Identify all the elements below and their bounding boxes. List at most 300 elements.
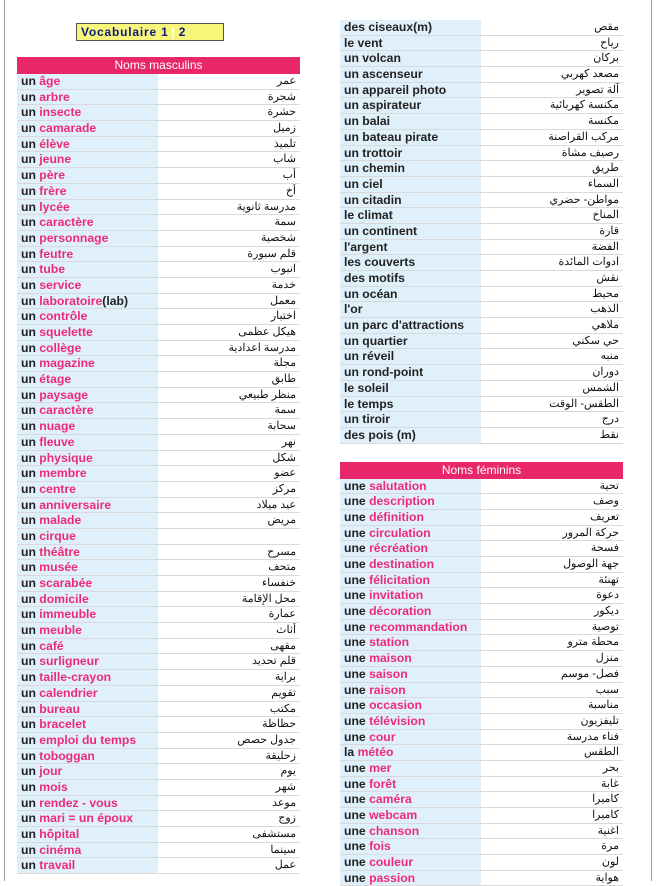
noun-word: paysage (39, 387, 89, 402)
noun-word: jour (39, 764, 63, 779)
noun-word: surligneur (39, 654, 99, 669)
title-left: Vocabulaire 1 (81, 25, 169, 39)
arabic-translation: قلم سبورة (247, 247, 296, 260)
arabic-translation: ملاهي (591, 319, 619, 332)
french-term: un aspirateur (340, 98, 481, 113)
arabic-translation: مدرسة اعدادية (228, 341, 296, 354)
feminine-nouns-list (340, 479, 623, 886)
article: un (21, 811, 36, 826)
noun-word: mois (39, 779, 68, 794)
noun-word: âge (39, 74, 61, 88)
noun-word: passion (369, 870, 416, 885)
vocab-row (17, 137, 300, 153)
noun-word: description (369, 494, 435, 509)
noun-word: travail (39, 858, 76, 873)
vocab-row (17, 419, 300, 435)
arabic-translation: مريض (267, 514, 296, 527)
arabic-translation: عضو (274, 467, 296, 480)
article: un (21, 387, 36, 402)
french-term (340, 667, 481, 682)
article: un (21, 372, 36, 387)
article: un (21, 638, 36, 653)
arabic-translation: دوران (592, 366, 619, 379)
vocab-row (17, 686, 300, 702)
noun-word: cinéma (39, 842, 82, 857)
noun-word: café (39, 638, 64, 653)
arabic-translation: تحية (599, 479, 619, 492)
noun-word: maison (369, 651, 412, 666)
vocab-row (17, 168, 300, 184)
french-term: les couverts (340, 255, 481, 270)
french-term (17, 372, 158, 387)
article: un (21, 309, 36, 324)
french-term (17, 341, 158, 356)
french-term: un chemin (340, 161, 481, 176)
arabic-translation: مكنسة (588, 115, 619, 128)
noun-word: taille-crayon (39, 670, 112, 685)
arabic-translation: مستشفى (252, 828, 296, 840)
arabic-translation: تعريف (590, 510, 619, 523)
article: un (21, 701, 36, 716)
noun-word: destination (369, 557, 435, 571)
article: un (21, 450, 36, 465)
french-term (17, 309, 158, 324)
vocab-row (340, 573, 623, 589)
vocab-row (340, 161, 623, 177)
arabic-translation: شخصية (260, 231, 296, 244)
arabic-translation: الفضة (591, 240, 619, 253)
french-term (340, 761, 481, 776)
vocab-row (17, 796, 300, 812)
vocab-row (340, 114, 623, 130)
noun-word: invitation (369, 588, 424, 603)
french-term (17, 105, 158, 120)
noun-word: insecte (39, 105, 82, 120)
vocab-row (17, 560, 300, 576)
vocab-row (17, 90, 300, 106)
article: une (344, 823, 366, 838)
vocab-row (17, 121, 300, 137)
arabic-translation: خنفساء (261, 577, 296, 589)
french-term: l'argent (340, 240, 481, 255)
noun-word: saison (369, 666, 408, 681)
vocab-row (17, 702, 300, 718)
arabic-translation: حي سكني (572, 334, 619, 347)
arabic-translation: أثاث (276, 624, 296, 637)
article: la (344, 745, 355, 760)
vocab-row (340, 620, 623, 636)
arabic-translation: مكنسة كهربائية (549, 99, 619, 112)
noun-word: malade (39, 513, 82, 528)
french-term (17, 670, 158, 685)
article: un (21, 779, 36, 794)
vocab-row (17, 325, 300, 341)
arabic-translation: سينما (270, 843, 296, 856)
vocab-row (17, 733, 300, 749)
french-term: un rond-point (340, 365, 481, 380)
noun-word: meuble (39, 623, 82, 638)
arabic-translation: فصل- موسم (561, 667, 619, 680)
arabic-translation: وصف (592, 495, 619, 508)
noun-word: occasion (369, 698, 422, 713)
vocab-row (340, 365, 623, 381)
vocab-row (17, 435, 300, 451)
vocab-row (340, 494, 623, 510)
vocab-row (17, 843, 300, 859)
arabic-translation: شهر (275, 780, 296, 793)
vocab-row (340, 240, 623, 256)
french-term (340, 541, 481, 556)
article: un (21, 230, 36, 245)
french-term: un continent (340, 224, 481, 239)
arabic-translation: شجرة (267, 90, 296, 103)
arabic-translation: ادوات المائدة (558, 256, 619, 269)
french-term (17, 388, 158, 403)
noun-word: élève (39, 136, 70, 151)
vocab-row (17, 466, 300, 482)
article: une (344, 698, 366, 713)
vocab-row (340, 557, 623, 573)
document-title (76, 23, 224, 41)
noun-word: domicile (39, 591, 89, 606)
article: un (21, 654, 36, 669)
arabic-translation: سحابة (267, 420, 296, 433)
vocab-row (340, 36, 623, 52)
arabic-translation: الذهب (590, 303, 619, 316)
french-term (17, 764, 158, 779)
noun-word: caractère (39, 215, 94, 230)
section-heading-masculine: Noms masculins (17, 57, 300, 74)
arabic-translation: درج (601, 413, 619, 426)
french-term (340, 635, 481, 650)
arabic-translation: سمة (274, 404, 296, 417)
french-term (17, 184, 158, 199)
vocab-row (17, 231, 300, 247)
vocab-row (340, 698, 623, 714)
arabic-translation: سبب (595, 683, 619, 696)
vocab-row (340, 604, 623, 620)
arabic-translation: شاب (273, 153, 296, 166)
noun-word: personnage (39, 230, 109, 245)
article: une (344, 619, 366, 634)
noun-word: caméra (369, 792, 412, 807)
arabic-translation: بحر (602, 761, 619, 774)
vocab-row (17, 654, 300, 670)
article: une (344, 651, 366, 666)
article: un (21, 544, 36, 559)
vocab-row (17, 247, 300, 263)
arabic-translation: حظاظة (262, 718, 296, 731)
french-term (17, 623, 158, 638)
noun-word: contrôle (39, 309, 88, 324)
arabic-translation: عمر (277, 75, 296, 87)
noun-word: caractère (39, 403, 94, 418)
article: un (21, 74, 36, 88)
arabic-translation: الشمس (582, 381, 619, 394)
mixed-nouns-list (340, 20, 623, 444)
arabic-translation: رصيف مشاة (561, 146, 619, 159)
vocab-row (340, 51, 623, 67)
arabic-translation: مقص (594, 21, 619, 33)
vocab-row (17, 152, 300, 168)
vocab-row (17, 764, 300, 780)
arabic-translation: توصية (591, 620, 619, 633)
vocab-row (340, 271, 623, 287)
arabic-translation: هواية (595, 871, 619, 884)
noun-word: couleur (369, 855, 414, 870)
article: une (344, 494, 366, 509)
french-term (17, 529, 158, 544)
arabic-translation: جهة الوصول (563, 558, 619, 570)
french-term (17, 152, 158, 167)
article: un (21, 827, 36, 841)
article: un (21, 858, 36, 873)
noun-word: père (39, 168, 66, 183)
noun-word: musée (39, 560, 78, 575)
vocab-row (17, 309, 300, 325)
noun-word: récréation (369, 541, 428, 556)
french-term: un bateau pirate (340, 130, 481, 145)
arabic-translation: كاميرا (592, 793, 619, 806)
vocab-row (340, 98, 623, 114)
noun-word: toboggan (39, 748, 95, 763)
french-term: des pois (m) (340, 428, 481, 443)
french-term (17, 294, 158, 309)
french-term: un citadin (340, 193, 481, 208)
article: un (21, 340, 36, 355)
arabic-translation: قلم تحديد (251, 655, 296, 668)
noun-word: immeuble (39, 607, 97, 622)
vocab-row (340, 871, 623, 886)
arabic-translation: خدمة (271, 278, 296, 291)
french-term (340, 494, 481, 509)
french-term: le temps (340, 397, 481, 412)
article: un (21, 607, 36, 622)
vocab-row (17, 670, 300, 686)
vocab-row (340, 428, 623, 444)
article: un (21, 466, 36, 481)
french-term (17, 403, 158, 418)
vocab-row (17, 827, 300, 843)
article: une (344, 572, 366, 587)
arabic-translation: مسرح (267, 545, 296, 558)
vocab-row (340, 855, 623, 871)
noun-word: magazine (39, 356, 95, 371)
title-separator: | (171, 25, 176, 39)
article: une (344, 541, 366, 556)
vocab-row (340, 792, 623, 808)
vocab-row (340, 777, 623, 793)
french-term: un réveil (340, 349, 481, 364)
french-term (340, 683, 481, 698)
french-term (340, 839, 481, 854)
french-term: un ciel (340, 177, 481, 192)
vocab-row (17, 184, 300, 200)
arabic-translation: معمل (270, 294, 296, 307)
article: un (21, 528, 36, 543)
french-term (17, 278, 158, 293)
vocab-row (340, 224, 623, 240)
vocab-row (340, 130, 623, 146)
masculine-nouns-column (17, 57, 300, 874)
vocab-row (17, 545, 300, 561)
section-gap (340, 444, 623, 462)
arabic-translation: براية (274, 671, 296, 684)
arabic-translation: عمل (274, 859, 296, 872)
arabic-translation: منظر طبيعي (238, 388, 296, 401)
noun-word: bureau (39, 701, 80, 716)
arabic-translation: السماء (587, 177, 619, 190)
arabic-translation: موعد (272, 796, 296, 809)
arabic-translation: طريق (591, 162, 619, 175)
article: une (344, 557, 366, 571)
arabic-translation: مركز (272, 482, 296, 495)
vocab-row (340, 526, 623, 542)
arabic-translation: أب (282, 169, 296, 182)
vocab-row (17, 811, 300, 827)
vocab-row (340, 381, 623, 397)
article: une (344, 509, 366, 524)
arabic-translation: عيد ميلاد (256, 498, 296, 511)
french-term (17, 733, 158, 748)
arabic-translation: مواطن- حضري (549, 193, 619, 206)
french-term (17, 137, 158, 152)
french-term (340, 792, 481, 807)
noun-word: nuage (39, 419, 76, 434)
french-term: un quartier (340, 334, 481, 349)
noun-word: emploi du temps (39, 732, 137, 747)
french-term (340, 824, 481, 839)
arabic-translation: مجلة (273, 357, 296, 370)
noun-word: arbre (39, 89, 70, 104)
french-term (340, 479, 481, 494)
noun-word: centre (39, 481, 76, 496)
vocab-row (340, 635, 623, 651)
noun-word: tube (39, 262, 66, 277)
arabic-translation: الطقس (583, 746, 619, 759)
vocab-row (340, 83, 623, 99)
article: une (344, 760, 366, 775)
french-term (17, 231, 158, 246)
arabic-translation: اختبار (270, 310, 296, 323)
arabic-translation: محطة مترو (567, 636, 619, 649)
noun-word: fois (369, 839, 391, 854)
title-right: 2 (178, 25, 187, 39)
french-term (340, 698, 481, 713)
article: un (21, 732, 36, 747)
arabic-translation: حركة المرور (562, 526, 619, 539)
vocab-row (340, 824, 623, 840)
french-term (340, 730, 481, 745)
vocab-row (17, 278, 300, 294)
french-term: un océan (340, 287, 481, 302)
vocab-row (340, 208, 623, 224)
vocab-row (340, 839, 623, 855)
noun-word: calendrier (39, 685, 98, 700)
vocab-row (17, 592, 300, 608)
noun-word: rendez - vous (39, 795, 118, 810)
french-term (340, 871, 481, 886)
french-term (17, 796, 158, 811)
article: une (344, 729, 366, 744)
vocab-row (340, 67, 623, 83)
french-term: un trottoir (340, 146, 481, 161)
article: un (21, 764, 36, 779)
article: un (21, 277, 36, 292)
article: un (21, 325, 36, 339)
arabic-translation: هيكل عظمى (238, 326, 296, 338)
french-term (340, 620, 481, 635)
vocab-row (17, 607, 300, 623)
noun-word: laboratoire (39, 293, 103, 308)
french-term (17, 858, 158, 873)
article: un (21, 183, 36, 198)
french-term: le soleil (340, 381, 481, 396)
article: une (344, 808, 366, 822)
french-term (17, 482, 158, 497)
noun-word: météo (357, 745, 394, 760)
noun-word: scarabée (39, 576, 93, 590)
arabic-translation: انبوب (270, 263, 296, 276)
vocab-row (17, 513, 300, 529)
arabic-translation: طابق (271, 373, 296, 386)
french-term: un ascenseur (340, 67, 481, 82)
noun-word: circulation (369, 525, 431, 540)
arabic-translation: منزل (595, 652, 619, 665)
noun-word: lycée (39, 199, 70, 214)
french-term (17, 74, 158, 89)
french-term (17, 654, 158, 669)
vocab-row (340, 808, 623, 824)
arabic-translation: أخ (285, 184, 296, 197)
arabic-translation: حشرة (267, 106, 296, 119)
article: une (344, 855, 366, 870)
article: une (344, 525, 366, 540)
article: un (21, 497, 36, 512)
noun-word: forêt (369, 776, 397, 791)
article: un (21, 356, 36, 371)
french-term: un volcan (340, 51, 481, 66)
vocab-row (340, 334, 623, 350)
article: une (344, 682, 366, 697)
noun-word: station (369, 635, 410, 650)
arabic-translation: رياح (600, 36, 619, 49)
vocab-row (17, 74, 300, 90)
french-term (340, 714, 481, 729)
vocab-row (340, 651, 623, 667)
french-term: un balai (340, 114, 481, 129)
article: un (21, 842, 36, 857)
article: un (21, 623, 36, 638)
article: un (21, 215, 36, 230)
arabic-translation: تليفزيون (580, 714, 619, 727)
vocab-row (17, 858, 300, 874)
article: une (344, 776, 366, 791)
article: un (21, 513, 36, 528)
noun-word: théâtre (39, 544, 80, 559)
vocab-row (17, 294, 300, 310)
article: un (21, 717, 36, 732)
vocab-row (340, 761, 623, 777)
vocab-row (17, 200, 300, 216)
article: une (344, 478, 366, 493)
arabic-translation: زميل (273, 122, 296, 135)
arabic-translation: محيط (592, 287, 619, 300)
vocab-row (17, 105, 300, 121)
article: un (21, 152, 36, 167)
vocab-row (340, 667, 623, 683)
arabic-translation: نقش (596, 272, 619, 284)
